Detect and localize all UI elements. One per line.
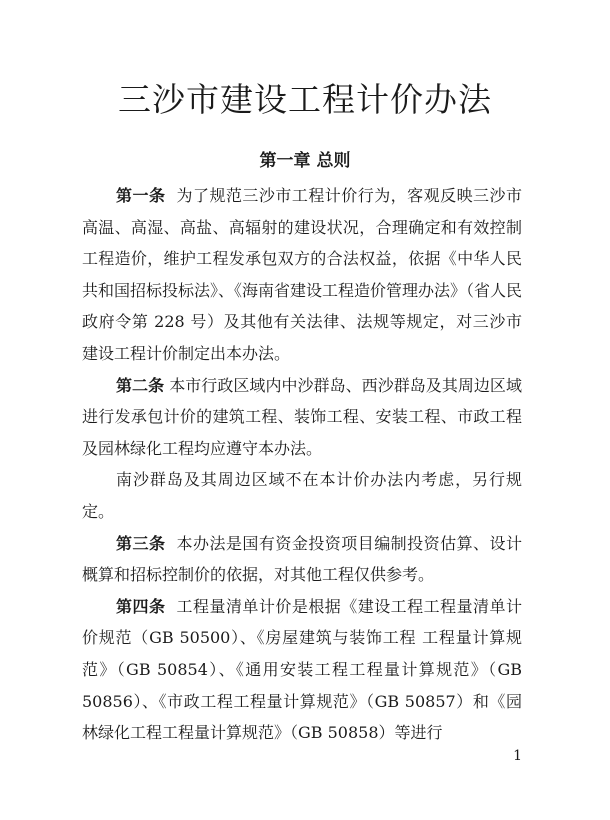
paragraph-article-3 bbox=[82, 528, 522, 591]
article-text: 本办法是国有资金投资项目编制投资估算、设计概算和招标控制价的依据，对其他工程仅供参考。 bbox=[82, 533, 522, 585]
article-text: 为了规范三沙市工程计价行为，客观反映三沙市高温、高湿、高盐、高辐射的建设状况，合理确定和有效控制工程造价，维护工程发承包双方的合法权益，依据《中华人民共和国招标投标法》、《海南省建设工程造价管理办法》（省人民政府令第 228 号）及其他有关法律、法规等规定，对三沙市建设工程计价制定出本办法。 bbox=[82, 186, 523, 363]
article-text: 本市行政区域内中沙群岛、西沙群岛及其周边区域进行发承包计价的建筑工程、装饰工程、安装工程、市政工程及园林绿化工程均应遵守本办法。 bbox=[82, 375, 522, 458]
paragraph-article-4 bbox=[82, 591, 522, 749]
article-number: 第三条 bbox=[116, 533, 166, 553]
chapter-heading: 第一章 总则 bbox=[259, 151, 351, 171]
article-text: 工程量清单计价是根据《建设工程工程量清单计价规范（GB 50500）、《房屋建筑与装饰工程 工程量计算规范》（GB 50854）、《通用安装工程工程量计算规范》（GB 50856）、《市政工程工程量计算规范》（GB 50857）和《园林绿化工程工程量计算规范》（GB 50858）等进行 bbox=[82, 596, 522, 743]
paragraph-article-1 bbox=[82, 180, 522, 370]
page-number: 1 bbox=[513, 748, 522, 764]
document-body bbox=[82, 180, 522, 749]
article-number: 第一条 bbox=[116, 186, 166, 205]
article-text: 南沙群岛及其周边区域不在本计价办法内考虑，另行规定。 bbox=[82, 470, 522, 521]
article-number: 第四条 bbox=[116, 596, 166, 616]
article-number: 第二条 bbox=[116, 375, 165, 395]
document-title: 三沙市建设工程计价办法 bbox=[118, 80, 492, 120]
paragraph-article-2-continued bbox=[82, 464, 522, 527]
paragraph-article-2 bbox=[82, 370, 522, 465]
